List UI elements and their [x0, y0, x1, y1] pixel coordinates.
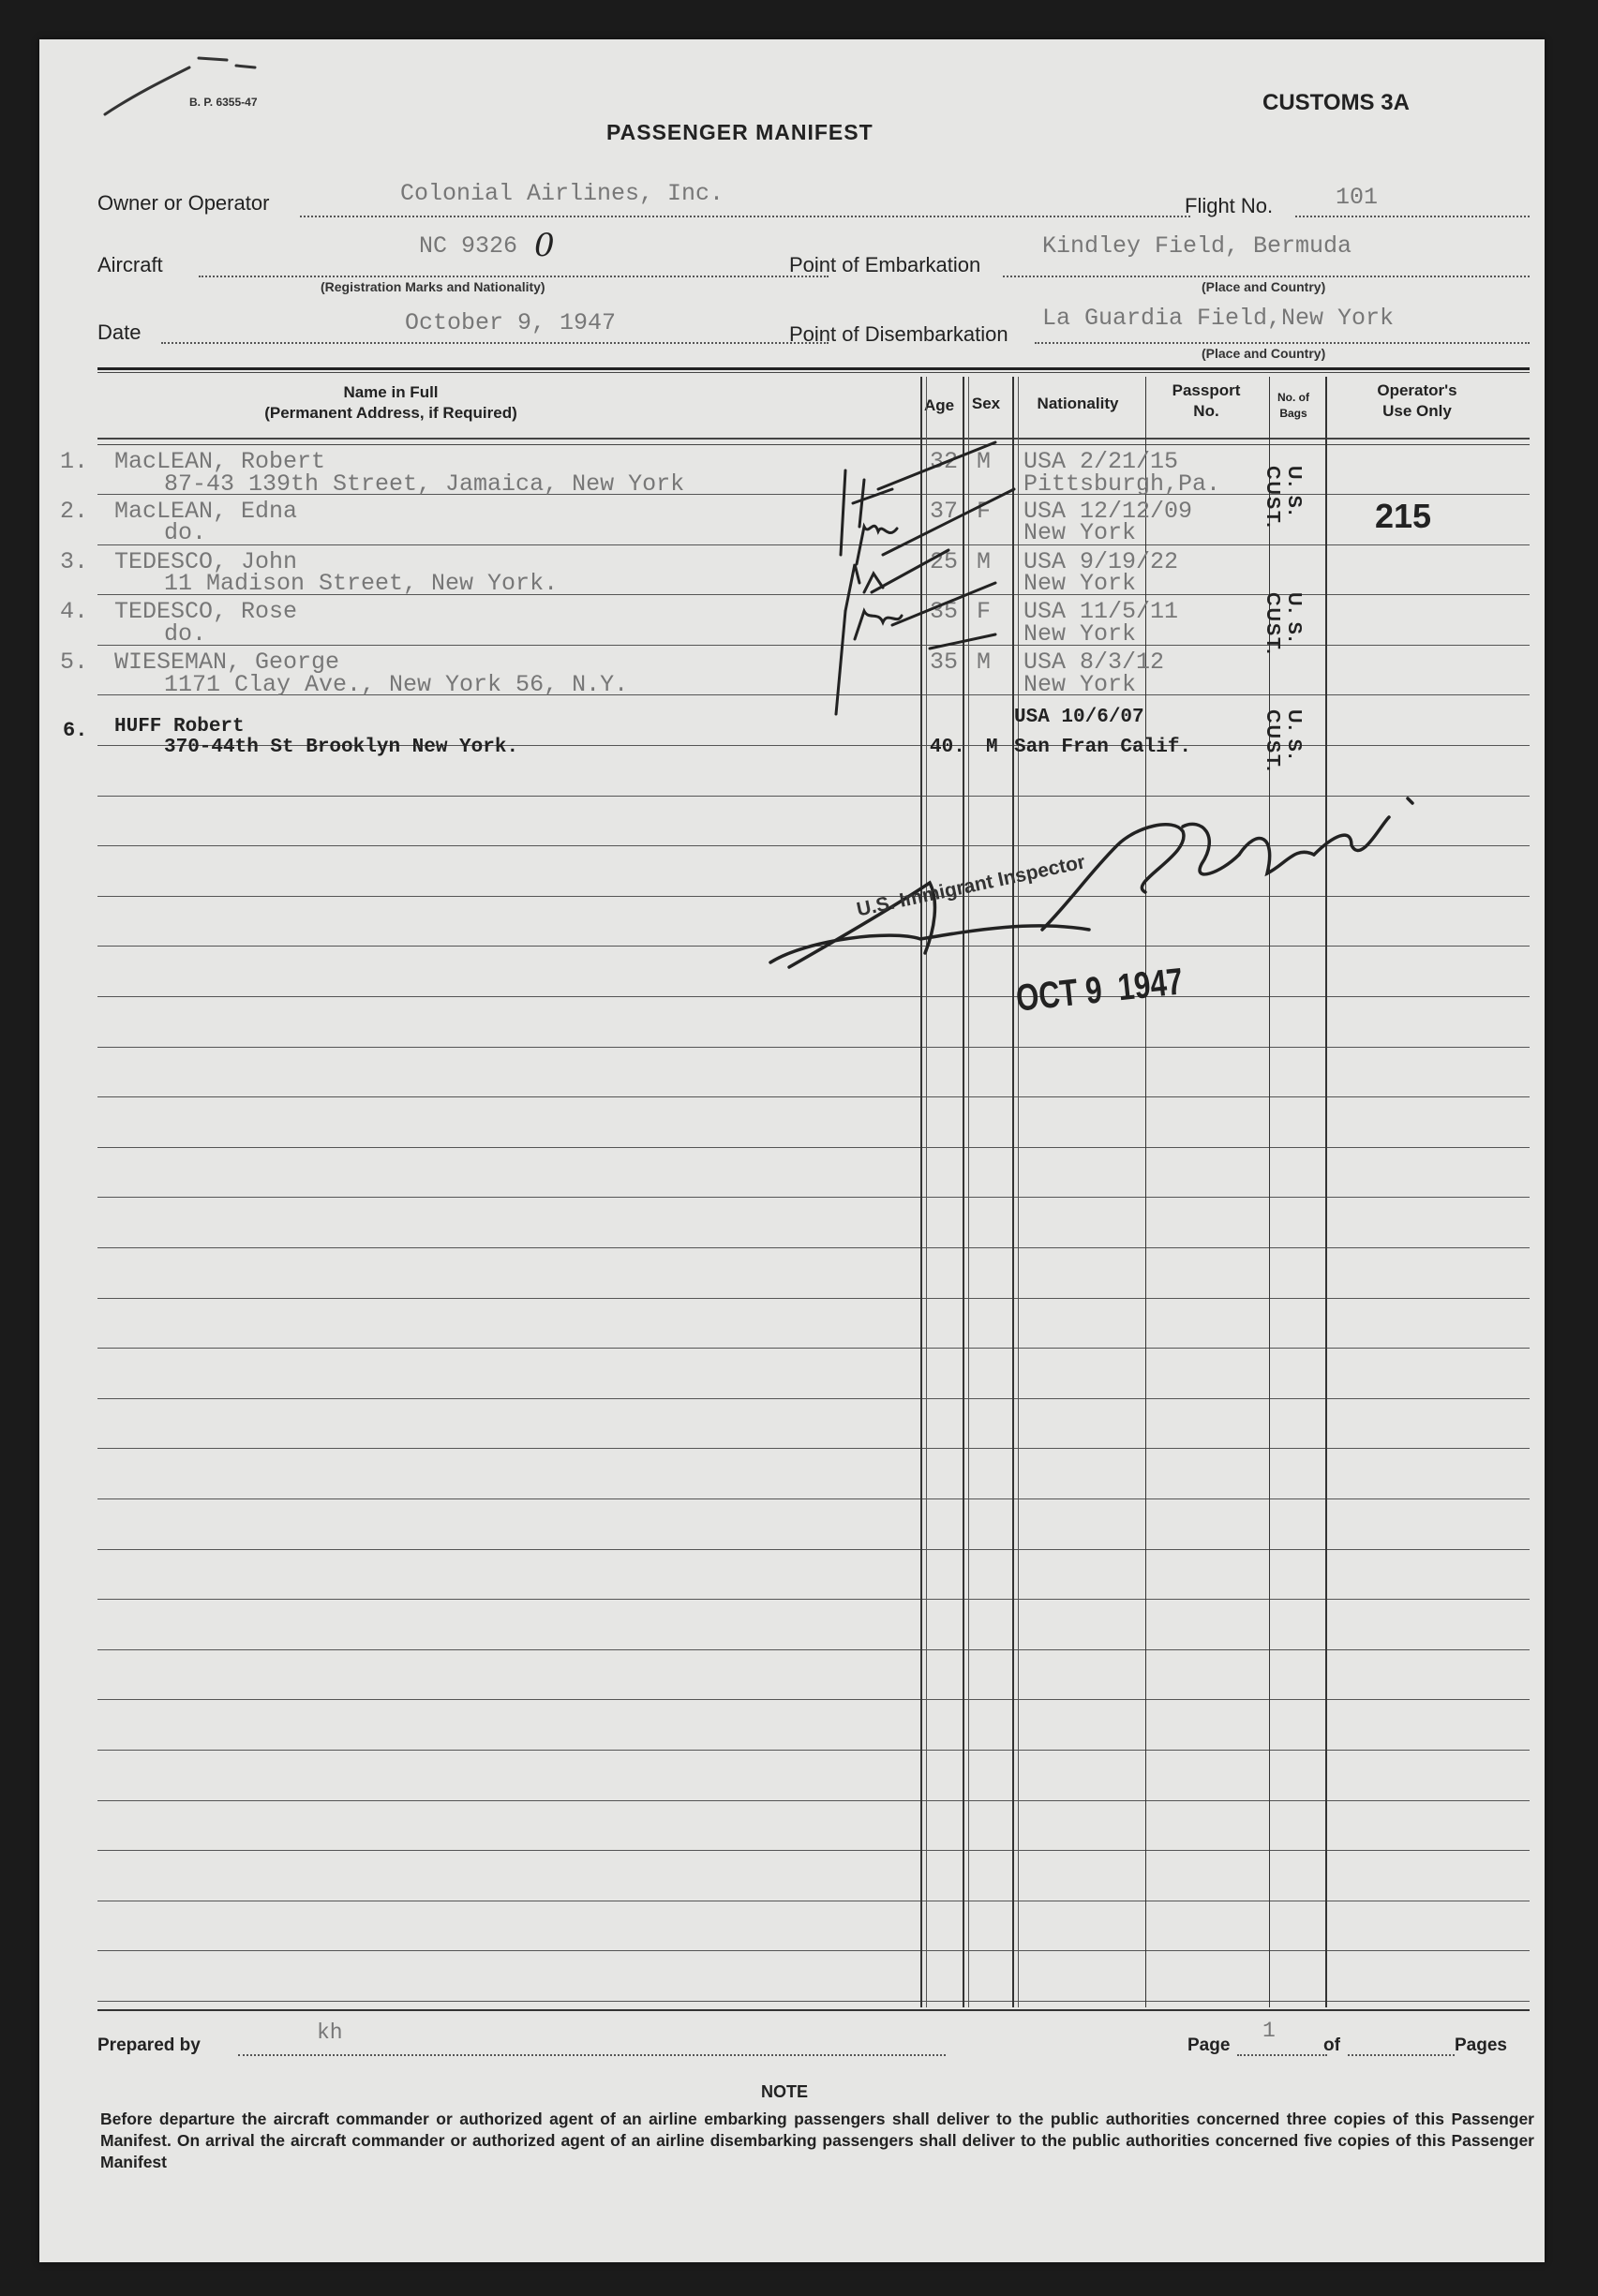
embark-line [1003, 276, 1530, 277]
owner-label: Owner or Operator [97, 191, 270, 215]
row-rule [97, 1750, 1530, 1751]
row-number: 5. [60, 649, 89, 676]
row-number: 4. [60, 598, 89, 625]
row-rule [97, 1147, 1530, 1148]
operator-use-value: 215 [1375, 497, 1432, 535]
passenger-birthplace: Pittsburgh,Pa. [1023, 470, 1221, 498]
prepared-line [238, 2054, 946, 2056]
disembark-line [1035, 342, 1530, 344]
row-number: 3. [60, 548, 89, 575]
passenger-nationality: USA 9/19/22 [1023, 548, 1179, 575]
page-label: Page [1187, 2035, 1231, 2055]
handwritten-check-marks [789, 424, 1033, 733]
owner-line [300, 216, 1190, 217]
paper-smudge [96, 39, 311, 142]
table-top-rule [97, 367, 1530, 370]
row-rule [97, 1850, 1530, 1851]
passenger-nationality: USA 8/3/12 [1023, 649, 1165, 676]
row-rule [97, 1599, 1530, 1600]
passenger-address: 1171 Clay Ave., New York 56, N.Y. [164, 671, 629, 698]
passenger-age: 40. [930, 737, 965, 758]
page-value: 1 [1262, 2019, 1276, 2043]
passenger-birthplace: San Fran Calif. [1014, 737, 1192, 758]
row-rule [97, 1298, 1530, 1299]
owner-value: Colonial Airlines, Inc. [400, 180, 724, 207]
passenger-address: do. [164, 519, 207, 546]
row-rule [97, 2001, 1530, 2002]
col-bags-header: No. of Bags [1277, 391, 1309, 420]
flight-label: Flight No. [1185, 194, 1274, 217]
of-label: of [1323, 2035, 1340, 2055]
disembark-caption: (Place and Country) [1202, 346, 1326, 361]
page-title: PASSENGER MANIFEST [606, 120, 874, 144]
passenger-birthplace: New York [1023, 519, 1137, 546]
prepared-label: Prepared by [97, 2035, 201, 2055]
manifest-sheet [39, 39, 1545, 2262]
column-divider [1325, 377, 1327, 2007]
passenger-name: TEDESCO, Rose [114, 598, 298, 625]
note-text: Before departure the aircraft commander or authorized agent of an airline embarking passengers shall deliver to the public authorities concerned three copies of this Passenger Manifest. On arrival the aircraft commander or authorized agent of an airline disembarking passengers shall deliver to the public authorities concerned five copies of this Passenger Manifest [100, 2110, 1534, 2171]
row-number: 1. [60, 448, 89, 475]
date-label: Date [97, 321, 142, 344]
passenger-sex: M [986, 737, 998, 758]
col-passport-header: Passport No. [1172, 381, 1241, 420]
passenger-sex: F [977, 598, 992, 625]
passenger-age: 35 [930, 598, 959, 625]
flight-value: 101 [1336, 184, 1379, 211]
date-value: October 9, 1947 [405, 309, 617, 336]
passenger-nationality: USA 11/5/11 [1023, 598, 1179, 625]
table-top-rule-2 [97, 372, 1530, 373]
passenger-name: TEDESCO, John [114, 548, 298, 575]
of-line [1348, 2054, 1455, 2056]
passenger-sex: M [977, 649, 992, 676]
aircraft-handwritten: 0 [534, 227, 555, 264]
row-rule [97, 1498, 1530, 1499]
passenger-name: HUFF Robert [114, 716, 245, 738]
embark-label: Point of Embarkation [789, 253, 981, 276]
passenger-name: MacLEAN, Robert [114, 448, 326, 475]
row-rule [97, 1448, 1530, 1449]
pages-label: Pages [1455, 2035, 1507, 2055]
passenger-sex: M [977, 548, 992, 575]
passenger-sex: F [977, 498, 992, 525]
customs-stamp: U. S. CUST. [1262, 466, 1305, 529]
row-rule [97, 1247, 1530, 1248]
passenger-birthplace: New York [1023, 671, 1137, 698]
date-stamp: OCT 9 1947 [1014, 961, 1186, 1020]
passenger-birthplace: New York [1023, 620, 1137, 648]
disembark-value: La Guardia Field,New York [1042, 305, 1395, 332]
passenger-age: 35 [930, 649, 959, 676]
aircraft-value: NC 9326 [419, 232, 518, 260]
customs-stamp-column [1262, 442, 1308, 773]
passenger-nationality: USA 10/6/07 [1014, 707, 1144, 728]
passenger-birthplace: New York [1023, 570, 1137, 597]
passenger-address: 87-43 139th Street, Jamaica, New York [164, 470, 685, 498]
date-line [161, 342, 829, 344]
row-number: 2. [60, 498, 89, 525]
row-rule [97, 1699, 1530, 1700]
customs-stamp: U. S. CUST. [1262, 709, 1305, 773]
aircraft-caption: (Registration Marks and Nationality) [321, 279, 545, 294]
row-number: 6. [63, 719, 88, 742]
row-rule [97, 1096, 1530, 1097]
row-rule [97, 1549, 1530, 1550]
customs-stamp: U. S. CUST. [1262, 592, 1305, 656]
row-rule [97, 1950, 1530, 1951]
aircraft-line [199, 276, 829, 277]
passenger-age: 37 [930, 498, 959, 525]
embark-value: Kindley Field, Bermuda [1042, 232, 1352, 260]
passenger-name: MacLEAN, Edna [114, 498, 298, 525]
passenger-age: 32 [930, 448, 959, 475]
passenger-sex: M [977, 448, 992, 475]
row-rule [97, 1047, 1530, 1048]
col-sex-header: Sex [971, 395, 1001, 412]
aircraft-label: Aircraft [97, 253, 163, 276]
col-nationality-header: Nationality [1037, 395, 1119, 412]
col-operator-header: Operator's Use Only [1377, 381, 1457, 420]
passenger-nationality: USA 2/21/15 [1023, 448, 1179, 475]
passenger-nationality: USA 12/12/09 [1023, 498, 1193, 525]
form-code: B. P. 6355-47 [189, 96, 258, 109]
disembark-label: Point of Disembarkation [789, 322, 1008, 346]
row-rule [97, 1800, 1530, 1801]
inspector-stamp: U.S. Immigrant Inspector [855, 851, 1087, 921]
col-name-header: Name in Full (Permanent Address, if Required) [264, 383, 517, 422]
col-age-header: Age [923, 396, 955, 414]
passenger-address: do. [164, 620, 207, 648]
row-rule [97, 1398, 1530, 1399]
table-bottom-rule [97, 2009, 1530, 2011]
passenger-age: 25 [930, 548, 959, 575]
customs-label: CUSTOMS 3A [1262, 90, 1410, 115]
page-line [1237, 2054, 1327, 2056]
flight-line [1295, 216, 1530, 217]
prepared-value: kh [317, 2020, 343, 2045]
row-rule [97, 1348, 1530, 1349]
passenger-address: 11 Madison Street, New York. [164, 570, 559, 597]
row-rule [97, 1649, 1530, 1650]
passenger-name: WIESEMAN, George [114, 649, 340, 676]
passenger-address: 370-44th St Brooklyn New York. [164, 737, 519, 758]
note-heading: NOTE [761, 2082, 809, 2101]
embark-caption: (Place and Country) [1202, 279, 1326, 294]
row-rule [97, 1197, 1530, 1198]
